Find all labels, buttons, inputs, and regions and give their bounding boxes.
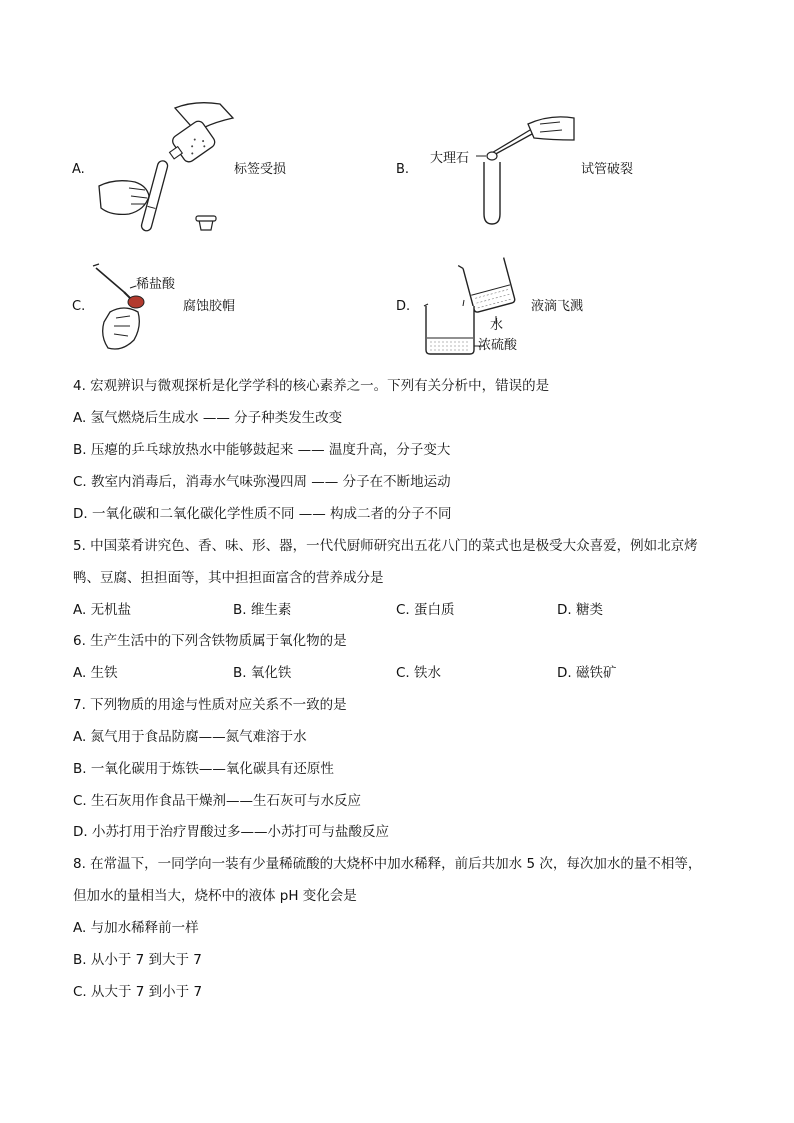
question-8-option-a: A. 与加水稀释前一样: [73, 920, 199, 936]
figure-a-letter: A.: [72, 162, 85, 177]
question-6-option-d: D. 磁铁矿: [557, 665, 617, 681]
figure-d-caption: 液滴飞溅: [531, 299, 584, 314]
question-6-option-a: A. 生铁: [73, 665, 118, 681]
figure-b-label: 大理石: [430, 151, 470, 166]
question-4-option-a: A. 氢气燃烧后生成水 —— 分子种类发生改变: [73, 410, 343, 426]
figure-a-illustration: [95, 98, 235, 240]
question-8-option-b: B. 从小于 7 到大于 7: [73, 952, 202, 968]
figure-d-label-acid: 浓硫酸: [478, 338, 518, 353]
question-4-option-b: B. 压瘪的乒乓球放热水中能够鼓起来 —— 温度升高，分子变大: [73, 442, 451, 458]
question-5-option-c: C. 蛋白质: [396, 602, 455, 618]
question-4-option-d: D. 一氧化碳和二氧化碳化学性质不同 —— 构成二者的分子不同: [73, 506, 452, 522]
question-6-option-b: B. 氧化铁: [233, 665, 292, 681]
figure-d-label-water: 水: [490, 318, 504, 333]
figure-b-illustration: [470, 110, 580, 225]
figure-b-caption: 试管破裂: [581, 162, 634, 177]
figure-b-letter: B.: [396, 162, 410, 177]
question-7-option-a: A. 氮气用于食品防腐——氮气难溶于水: [73, 729, 307, 745]
question-5-stem-line-1: 5. 中国菜肴讲究色、香、味、形、器，一代代厨师研究出五花八门的菜式也是极受大众喜爱，例如北京烤: [73, 538, 698, 554]
question-8-stem-line-2: 但加水的量相当大，烧杯中的液体 pH 变化会是: [73, 888, 357, 904]
question-7-stem: 7. 下列物质的用途与性质对应关系不一致的是: [73, 697, 347, 713]
question-8-stem-line-1: 8. 在常温下，一同学向一装有少量稀硫酸的大烧杯中加水稀释，前后共加水 5 次，每次加水的量不相等，: [73, 856, 702, 872]
question-4-stem: 4. 宏观辨识与微观探析是化学学科的核心素养之一。下列有关分析中，错误的是: [73, 378, 550, 394]
figure-c-label: 稀盐酸: [136, 277, 176, 292]
question-5-option-a: A. 无机盐: [73, 602, 132, 618]
question-6-stem: 6. 生产生活中的下列含铁物质属于氧化物的是: [73, 633, 347, 649]
question-5-option-b: B. 维生素: [233, 602, 292, 618]
question-6-option-c: C. 铁水: [396, 665, 442, 681]
question-7-option-d: D. 小苏打用于治疗胃酸过多——小苏打可与盐酸反应: [73, 824, 389, 840]
question-7-option-c: C. 生石灰用作食品干燥剂——生石灰可与水反应: [73, 793, 362, 809]
figure-c-letter: C.: [72, 299, 86, 314]
question-8-option-c: C. 从大于 7 到小于 7: [73, 984, 203, 1000]
question-4-option-c: C. 教室内消毒后，消毒水气味弥漫四周 —— 分子在不断地运动: [73, 474, 451, 490]
question-5-stem-line-2: 鸭、豆腐、担担面等，其中担担面富含的营养成分是: [73, 570, 384, 586]
figure-c-caption: 腐蚀胶帽: [183, 299, 236, 314]
question-5-option-d: D. 糖类: [557, 602, 603, 618]
figure-a-caption: 标签受损: [234, 162, 287, 177]
figure-d-letter: D.: [396, 299, 411, 314]
question-7-option-b: B. 一氧化碳用于炼铁——氧化碳具有还原性: [73, 761, 334, 777]
